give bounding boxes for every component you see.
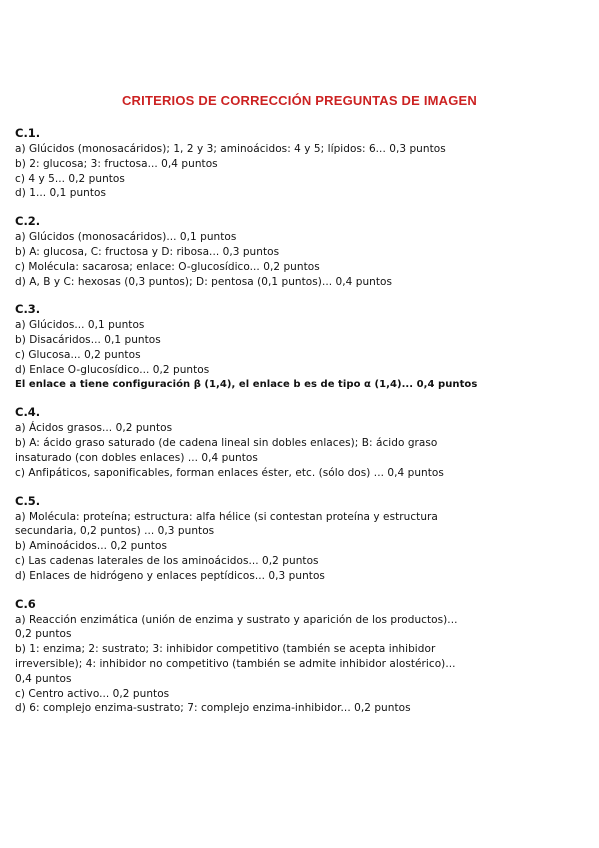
answer-line: c) Anfipáticos, saponificables, forman enlaces éster, etc. (sólo dos) ... 0,4 puntos — [15, 466, 444, 479]
answer-line: a) Glúcidos (monosacáridos); 1, 2 y 3; aminoácidos: 4 y 5; lípidos: 6... 0,3 puntos — [15, 143, 446, 155]
document-content — [15, 126, 595, 729]
section-heading: C.3. — [15, 302, 41, 317]
section-c2 — [15, 214, 595, 289]
answer-line: b) 2: glucosa; 3: fructosa... 0,4 puntos — [15, 157, 218, 170]
answer-line: a) Reacción enzimática (unión de enzima y sustrato y aparición de los productos)... — [15, 613, 458, 626]
answer-line: b) 1: enzima; 2: sustrato; 3: inhibidor competitivo (también se acepta inhibidor — [15, 643, 436, 656]
section-heading: C.5. — [15, 493, 41, 508]
answer-line: a) Ácidos grasos... 0,2 puntos — [15, 422, 173, 435]
answer-line: a) Glúcidos... 0,1 puntos — [15, 319, 145, 332]
answer-line: c) Las cadenas laterales de los aminoácidos... 0,2 puntos — [15, 554, 319, 567]
answer-line: a) Molécula: proteína; estructura: alfa hélice (si contestan proteína y estructura — [15, 510, 438, 523]
document-title: CRITERIOS DE CORRECCIÓN PREGUNTAS DE IMAGEN — [121, 93, 478, 108]
section-heading: C.1. — [15, 126, 41, 140]
answer-line: b) Aminoácidos... 0,2 puntos — [15, 540, 167, 553]
answer-line: 0,4 puntos — [15, 672, 72, 685]
answer-line: c) 4 y 5... 0,2 puntos — [15, 172, 125, 185]
answer-line: d) 6: complejo enzima-sustrato; 7: complejo enzima-inhibidor... 0,2 puntos — [15, 702, 411, 715]
section-heading: C.2. — [15, 214, 41, 229]
answer-line: insaturado (con dobles enlaces) ... 0,4 puntos — [15, 451, 258, 464]
answer-line: d) Enlaces de hidrógeno y enlaces peptídicos... 0,3 puntos — [15, 569, 325, 582]
answer-line: b) Disacáridos... 0,1 puntos — [15, 334, 161, 347]
answer-line: c) Molécula: sacarosa; enlace: O-glucosídico... 0,2 puntos — [15, 260, 320, 273]
answer-line: c) Centro activo... 0,2 puntos — [15, 687, 170, 700]
answer-line: irreversible); 4: inhibidor no competitivo (también se admite inhibidor alostérico)... — [15, 657, 456, 670]
answer-line: b) A: ácido graso saturado (de cadena lineal sin dobles enlaces); B: ácido graso — [15, 437, 438, 450]
answer-line: secundaria, 0,2 puntos) ... 0,3 puntos — [15, 525, 215, 538]
answer-line: 0,2 puntos — [15, 628, 72, 641]
answer-line: b) A: glucosa, C: fructosa y D: ribosa... 0,3 puntos — [15, 245, 280, 258]
section-heading: C.4. — [15, 405, 41, 420]
answer-line: d) Enlace O-glucosídico... 0,2 puntos — [15, 363, 210, 376]
answer-line: c) Glucosa... 0,2 puntos — [15, 348, 141, 361]
answer-line: d) A, B y C: hexosas (0,3 puntos); D: pentosa (0,1 puntos)... 0,4 puntos — [15, 275, 393, 288]
answer-line: a) Glúcidos (monosacáridos)... 0,1 puntos — [15, 231, 237, 244]
section-c3 — [15, 302, 595, 392]
section-heading: C.6 — [15, 596, 36, 611]
section-c4 — [15, 405, 595, 480]
answer-note-bold: El enlace a tiene configuración β (1,4), el enlace b es de tipo α (1,4)... 0,4 puntos — [15, 378, 478, 390]
section-c1 — [15, 126, 595, 201]
section-c5 — [15, 494, 595, 584]
answer-line: d) 1... 0,1 puntos — [15, 187, 107, 200]
section-c6 — [15, 597, 595, 717]
